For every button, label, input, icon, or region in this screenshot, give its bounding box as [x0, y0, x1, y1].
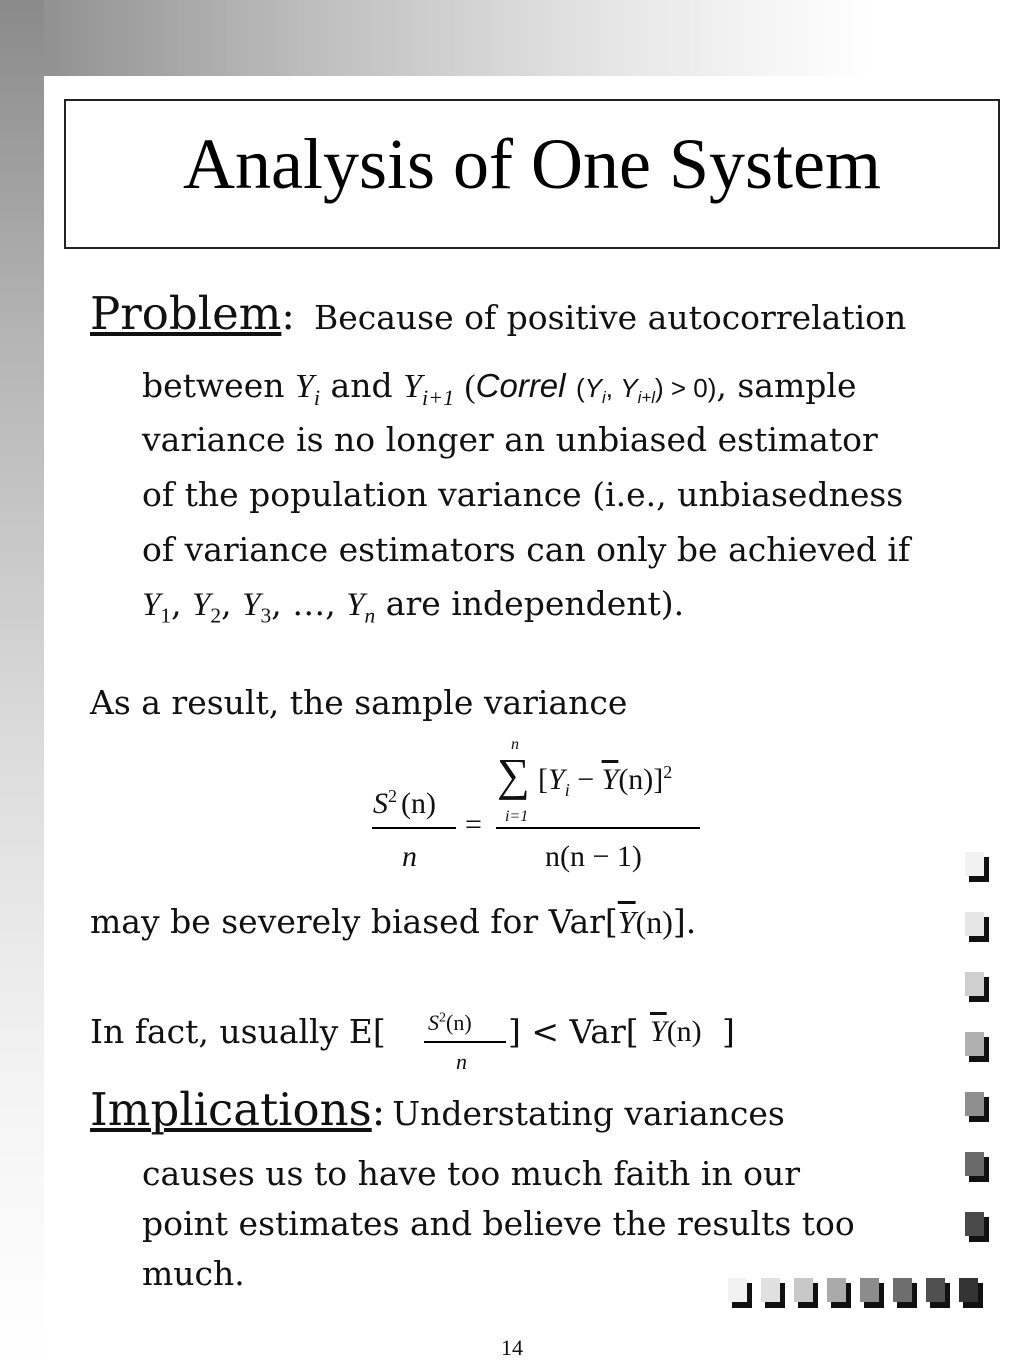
decor-square: [761, 1278, 785, 1308]
fact-fraction-denominator: n: [456, 1049, 467, 1074]
sum-upper-limit: n: [511, 736, 519, 753]
fact-fraction-bar: [424, 1041, 506, 1043]
fact-line-middle: ] < Var[: [508, 1012, 639, 1051]
problem-line-1: [90, 287, 906, 340]
y-3-symbol: $Y_3$: [242, 587, 272, 628]
title-box: [64, 99, 1000, 249]
sum-body: $[Y_i - \overline{Y}(n)]^2$: [538, 762, 673, 800]
decor-square: [965, 1032, 989, 1062]
top-gradient-band: [0, 0, 1024, 76]
implications-heading: Implications: [90, 1083, 372, 1136]
implications-line-1: Implications: Understating variances: [90, 1083, 785, 1136]
formula-lhs-fraction-bar: [372, 827, 456, 829]
implications-text-1: Understating variances: [392, 1094, 785, 1133]
and-text: and: [330, 366, 393, 405]
correl-text: Correl: [475, 367, 566, 404]
decor-square: [794, 1278, 818, 1308]
y-2-symbol: $Y_2$: [192, 587, 222, 628]
left-gradient-band: [0, 0, 44, 1365]
problem-colon: :: [281, 293, 295, 339]
formula-rhs-denominator: n(n − 1): [545, 840, 642, 873]
sigma-symbol: ∑: [497, 749, 530, 800]
problem-line-4: of the population variance (i.e., unbiasedness: [142, 475, 904, 514]
y-i-symbol: $Y_i$: [294, 368, 321, 410]
decor-square: [959, 1278, 983, 1308]
decor-square: [728, 1278, 752, 1308]
problem-line-5: of variance estimators can only be achieved if: [142, 530, 911, 569]
independent-text: are independent).: [385, 584, 685, 623]
page-number: 14: [501, 1335, 523, 1360]
formula-lhs-numerator: $S^2$ (n): [373, 786, 436, 820]
formula-lhs-denominator: n: [402, 840, 417, 873]
decor-square: [965, 912, 989, 942]
fact-fraction-numerator: $S^2(n)$: [428, 1010, 472, 1035]
fact-line-prefix: In fact, usually E[: [90, 1012, 386, 1051]
fact-line-suffix: ]: [722, 1012, 735, 1051]
implications-line-4: much.: [142, 1254, 245, 1293]
problem-line-2: between $Y_i$ and $Y_{i+1}$ (Correl ($Y_i$, $Y_{i+l}) > 0$), sample: [142, 366, 857, 410]
implications-line-3: point estimates and believe the results too: [142, 1204, 855, 1243]
problem-line-6: $Y_1$, $Y_2$, $Y_3$, …, $Y_n$ are independent).: [142, 584, 685, 628]
decor-square: [860, 1278, 884, 1308]
fact-ybar: $\overline{Y}(n)$: [650, 1015, 702, 1048]
decor-square: [965, 852, 989, 882]
decor-square: [893, 1278, 917, 1308]
between-text: between: [142, 366, 285, 405]
problem-heading: Problem: [90, 287, 282, 340]
y-n-symbol: $Y_n$: [346, 587, 376, 628]
y-1-symbol: $Y_1$: [142, 587, 172, 628]
sum-lower-limit: i=1: [505, 808, 529, 825]
formula-rhs-fraction-bar: [496, 827, 700, 829]
decor-square: [965, 972, 989, 1002]
sample-text: , sample: [716, 366, 857, 405]
ellipsis: …,: [292, 584, 336, 623]
decor-square: [965, 1212, 989, 1242]
y-i-plus-1-symbol: $Y_{i+1}$: [403, 368, 455, 410]
decor-square: [965, 1152, 989, 1182]
problem-text-1: Because of positive autocorrelation: [313, 298, 907, 337]
biased-line: may be severely biased for $Var[\overline{Y}(n)]$.: [90, 902, 697, 941]
decor-square: [965, 1092, 989, 1122]
decor-square: [926, 1278, 950, 1308]
decor-square: [827, 1278, 851, 1308]
result-intro: As a result, the sample variance: [90, 683, 628, 722]
problem-line-3: variance is no longer an unbiased estimator: [142, 420, 878, 459]
correl-args: ($Y_i$, $Y_{i+l}) > 0$): [576, 373, 717, 408]
formula-equals: =: [465, 808, 482, 841]
slide-title: Analysis of One System: [183, 124, 881, 204]
implications-line-2: causes us to have too much faith in our: [142, 1154, 801, 1193]
